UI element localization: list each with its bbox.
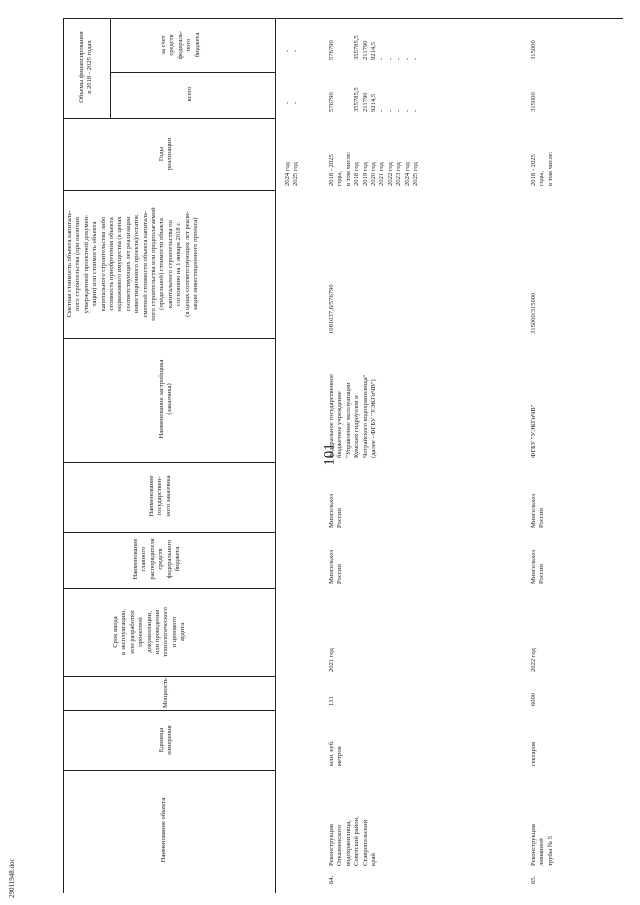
table-cell: 2022 год <box>386 162 394 186</box>
table-cell: - <box>378 109 386 112</box>
row-65-number: 65. <box>530 875 537 884</box>
table-cell: - <box>284 101 291 104</box>
col-divider-total-federal <box>110 72 275 73</box>
row-64-estimate: 1081037,6/576790 <box>328 284 335 334</box>
table-cell: 2024 год <box>403 162 411 186</box>
table-cell: годы, <box>538 170 546 186</box>
row-65-developer: ФГБУ "УЭКГиЧВ" <box>530 404 537 458</box>
row-64-unit: млн. куб. метров <box>328 740 344 766</box>
table-cell: 2023 год <box>395 162 403 186</box>
table-cell: 2018 год <box>353 162 361 186</box>
carry-over-federal <box>284 50 301 52</box>
header-capacity: Мощность <box>162 678 169 708</box>
carry-over-years <box>284 162 301 186</box>
row-65-name: Реконструкция лиманной трубы № 5 <box>530 824 554 866</box>
table-cell: - <box>378 57 386 60</box>
table-border-left <box>63 18 64 893</box>
header-developer: Наименование застройщика (заказчика) <box>158 359 174 439</box>
table-cell: 9214,5 <box>370 93 378 112</box>
table-cell: 2025 год <box>412 162 420 186</box>
table-cell: - <box>386 57 394 60</box>
header-federal: за счет средств федераль- ного бюджета <box>160 30 201 60</box>
header-estimate: Сметная стоимость объекта капиталь- ного строительства (при наличии утвержденной проектной докумен- тации) или стоимость объекта капитального строительства либо стоимость приобретения объекта недвижимого имущества (в ценах соответствующих лет реализации инвестиционного проекта)/остаток сметной стоимости объекта капиталь- ного строительства или предполагаемой (предельной) стоимости объекта капитального строительства по состоянию на 1 января 2018 г. (в ценах соответствующих лет реали- зации инвестиционного проекта) <box>66 207 200 321</box>
table-cell: годы, <box>336 170 344 186</box>
col-divider-estimate-developer <box>63 338 275 339</box>
row-65-unit: гектаров <box>530 741 537 766</box>
table-cell: 2025 год <box>292 162 300 186</box>
row-64-total <box>328 87 420 112</box>
table-cell: - <box>395 57 403 60</box>
table-cell: - <box>292 101 300 104</box>
page-number: 101 <box>321 443 338 466</box>
table-cell: 211790 <box>361 40 369 60</box>
table-cell: 2024 год <box>284 162 291 186</box>
row-65-deadline: 2022 год <box>530 648 537 672</box>
table-cell: - <box>412 109 420 112</box>
table-cell: в том числе: <box>344 151 352 186</box>
row-64-capacity: 131 <box>328 696 335 706</box>
row-64-name: Реконструкция Отказненского водохранилища, Советский район, Ставропольский край <box>328 816 378 866</box>
table-cell: 9214,5 <box>370 41 378 60</box>
carry-over-total <box>284 102 301 104</box>
col-divider-fin-years <box>63 118 275 119</box>
col-divider-deadline-capacity <box>63 676 275 677</box>
table-cell: - <box>284 49 291 52</box>
col-divider-developer-customer <box>63 462 275 463</box>
col-divider-unit-name <box>63 770 275 771</box>
row-64-deadline: 2021 год <box>328 648 335 672</box>
header-deadline: Срок ввода в эксплуатацию, или разработки проектной документации, или проведения технологического и ценового аудита <box>112 607 187 657</box>
row-65-main-manager: Минсельхоз России <box>530 549 546 584</box>
table-cell: 355785,5 <box>353 87 361 112</box>
row-64-years <box>328 152 420 186</box>
table-cell: 315000 <box>530 92 537 112</box>
header-financing: Объемы финансирования в 2018 - 2025 годах <box>78 31 94 103</box>
col-divider-manager-deadline <box>63 588 275 589</box>
col-divider-capacity-unit <box>63 710 275 711</box>
table-cell: 2018 - 2025 <box>328 154 335 186</box>
header-main-manager: Наименование главного распорядителя средств федерального бюджета <box>132 538 182 580</box>
header-unit: Единица измерения <box>158 725 174 755</box>
row-65-federal <box>530 40 538 60</box>
header-row-divider <box>275 18 276 893</box>
row-64-developer: федеральное государственное бюджетное учреждение "Управление эксплуатации Кумских гидроузлов и Чограйского водохранилища" (далее - ФГБУ "УЭКГиЧВ") <box>328 374 378 458</box>
row-65-state-customer: Минсельхоз России <box>530 493 546 528</box>
row-65-years <box>530 152 555 186</box>
table-cell: 576790 <box>328 92 335 112</box>
table-cell: - <box>395 109 403 112</box>
table-cell: - <box>403 109 411 112</box>
footer-code: 29011948.doc <box>8 858 16 898</box>
row-65-capacity: 6000 <box>530 692 537 706</box>
header-name: Наименование объекта <box>160 797 167 863</box>
table-cell: 2018 - 2025 <box>530 154 537 186</box>
financing-subheader-divider <box>110 18 111 118</box>
header-years: Годы реализации <box>158 137 174 171</box>
table-cell: 211790 <box>361 92 369 112</box>
table-cell: 2020 год <box>370 162 378 186</box>
row-64-main-manager: Минсельхоз России <box>328 549 344 584</box>
row-64-state-customer: Минсельхоз России <box>328 493 344 528</box>
table-cell: - <box>292 49 300 52</box>
table-cell: - <box>386 109 394 112</box>
table-cell: в том числе: <box>546 151 554 186</box>
table-border-top <box>63 18 623 19</box>
table-cell: - <box>412 57 420 60</box>
row-65-estimate: 315000/315000 <box>530 292 537 334</box>
header-total: всего <box>186 86 193 102</box>
table-cell: 2019 год <box>361 162 369 186</box>
table-cell: 576790 <box>328 40 335 60</box>
table-cell: 315000 <box>530 40 537 60</box>
row-64-federal <box>328 35 420 60</box>
table-cell: 355785,5 <box>353 35 361 60</box>
row-65-total <box>530 92 538 112</box>
table-cell: - <box>403 57 411 60</box>
col-divider-years-estimate <box>63 190 275 191</box>
header-state-customer: Наименование государствен- ного заказчика <box>148 475 172 517</box>
table-cell: 2021 год <box>378 162 386 186</box>
row-64-number: 64. <box>328 875 335 884</box>
